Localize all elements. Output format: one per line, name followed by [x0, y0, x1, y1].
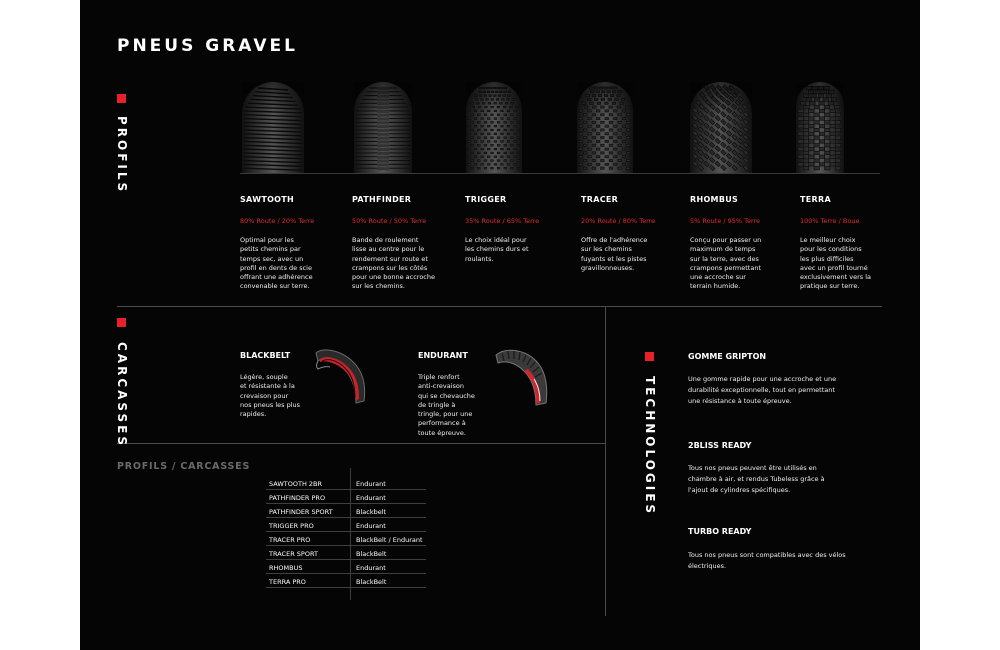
table-cell-carcass: Endurant — [356, 522, 386, 530]
text-line: Légère, souple — [240, 373, 288, 381]
text-line: crevaison pour — [240, 391, 289, 400]
profile-name: PATHFINDER — [352, 195, 412, 204]
text-line: Tous nos pneus peuvent être utilisés en — [688, 464, 817, 472]
text-line: Conçu pour passer un — [690, 236, 762, 244]
text-line: pour une bonne accroche — [352, 273, 436, 282]
tech-name-gomme-gripton: GOMME GRIPTON — [688, 352, 767, 361]
tire-image-tracer — [577, 82, 633, 174]
table-row — [266, 504, 426, 518]
divider-profils — [117, 306, 882, 307]
profile-description — [800, 236, 896, 292]
tire-image-terra — [796, 82, 844, 174]
table-cell-profile: RHOMBUS — [269, 564, 303, 572]
text-line: gravillonneuses. — [581, 263, 635, 272]
text-line: Une gomme rapide pour une accroche et une — [688, 375, 837, 383]
carcass-description-blackbelt — [240, 373, 320, 419]
carcass-name-blackbelt: BLACKBELT — [240, 351, 291, 360]
divider-carcasses — [117, 443, 605, 444]
profiles-carcasses-table — [266, 468, 426, 588]
carcass-image-blackbelt — [312, 345, 368, 405]
profile-name: RHOMBUS — [690, 195, 739, 204]
tire-image-pathfinder — [354, 82, 412, 174]
profile-description — [240, 236, 336, 292]
text-line: exclusivement vers la — [800, 273, 871, 282]
profile-ratio: 100% Terre / Boue — [800, 217, 860, 225]
section-label-profils: PROFILS — [115, 116, 129, 195]
table-row — [266, 546, 426, 560]
table-cell-carcass: BlackBelt — [356, 578, 387, 586]
profile-ratio: 20% Route / 80% Terre — [581, 217, 656, 225]
profile-description — [581, 236, 677, 273]
text-line: de tringle à — [418, 400, 456, 409]
carcass-image-endurant — [494, 345, 550, 407]
profile-name: TRIGGER — [465, 195, 507, 204]
text-line: qui se chevauche — [418, 391, 475, 400]
text-line: sur les chemins — [581, 245, 632, 254]
table-cell-carcass: Endurant — [356, 480, 386, 488]
text-line: fuyants et les pistes — [581, 254, 647, 263]
text-line: Offre de l'adhérence — [581, 236, 648, 244]
table-cell-carcass: Endurant — [356, 494, 386, 502]
table-cell-profile: PATHFINDER PRO — [269, 494, 326, 502]
table-header-spacer — [266, 468, 426, 476]
profile-ratio: 5% Route / 95% Terre — [690, 217, 761, 225]
text-line: électriques. — [688, 562, 727, 570]
tire-image-sawtooth — [242, 82, 304, 174]
text-line: une accroche sur — [690, 273, 746, 282]
table-cell-profile: TRACER PRO — [269, 536, 311, 544]
text-line: une résistance à toute épreuve. — [688, 397, 792, 405]
table-cell-carcass: Blackbelt — [356, 508, 387, 516]
text-line: anti-crevaison — [418, 382, 465, 391]
text-line: offrant une adhérence — [240, 273, 313, 282]
text-line: petits chemins par — [240, 245, 301, 254]
text-line: l'ajout de cylindres spécifiques. — [688, 486, 791, 494]
profile-tracer — [581, 195, 677, 273]
profile-ratio: 50% Route / 50% Terre — [352, 217, 427, 225]
text-line: Le choix idéal pour — [465, 236, 527, 244]
text-line: les plus difficiles — [800, 254, 854, 263]
text-line: pour les conditions — [800, 245, 862, 254]
text-line: tringle, pour une — [418, 410, 473, 419]
table-row — [266, 560, 426, 574]
tire-image-rhombus — [690, 82, 752, 174]
text-line: lisse au centre pour le — [352, 245, 425, 254]
text-line: chambre à air, et rendus Tubeless grâce à — [688, 475, 825, 483]
table-row — [266, 476, 426, 490]
tech-description-2bliss-ready — [688, 463, 858, 496]
profile-name: TRACER — [581, 195, 619, 204]
text-line: Triple renfort — [418, 373, 460, 381]
profile-name: TERRA — [800, 195, 831, 204]
table-title: PROFILS / CARCASSES — [117, 461, 251, 472]
text-line: sur la terre, avec des — [690, 254, 759, 263]
tire-image-trigger — [466, 82, 522, 174]
text-line: profil en dents de scie — [240, 263, 312, 272]
table-row — [266, 574, 426, 588]
text-line: nos pneus les plus — [240, 400, 301, 409]
profile-name: SAWTOOTH — [240, 195, 295, 204]
text-line: temps sec, avec un — [240, 254, 304, 263]
profile-rhombus — [690, 195, 786, 292]
section-marker-profils — [117, 94, 126, 103]
text-line: rapides. — [240, 410, 267, 419]
profile-description — [352, 236, 448, 292]
tech-name-2bliss-ready: 2BLISS READY — [688, 441, 752, 450]
text-line: rendement sur route et — [352, 254, 428, 263]
profile-description — [690, 236, 786, 292]
profile-ratio: 80% Route / 20% Terre — [240, 217, 315, 225]
text-line: avec un profil tourné — [800, 263, 868, 272]
text-line: les chemins durs et — [465, 245, 529, 254]
text-line: sur les chemins. — [352, 282, 405, 291]
table-cell-profile: SAWTOOTH 2BR — [269, 480, 323, 488]
profile-pathfinder — [352, 195, 448, 292]
section-marker-technologies — [645, 352, 654, 361]
tire-ground-line — [240, 173, 880, 174]
profile-terra — [800, 195, 896, 292]
text-line: convenable sur terre. — [240, 282, 310, 291]
table-cell-carcass: BlackBelt / Endurant — [356, 536, 423, 544]
text-line: Le meilleur choix — [800, 236, 856, 244]
tech-name-turbo-ready: TURBO READY — [688, 527, 752, 536]
brochure-panel — [80, 0, 920, 650]
section-marker-carcasses — [117, 318, 126, 327]
table-cell-carcass: Endurant — [356, 564, 386, 572]
section-label-carcasses: CARCASSES — [115, 342, 129, 449]
text-line: maximum de temps — [690, 245, 756, 254]
tech-description-gomme-gripton — [688, 374, 858, 407]
text-line: crampons permettant — [690, 263, 761, 272]
text-line: pratique sur terre. — [800, 282, 860, 291]
text-line: performance à — [418, 419, 466, 428]
text-line: crampons sur les côtés — [352, 263, 428, 272]
page-title: PNEUS GRAVEL — [117, 36, 298, 56]
profile-sawtooth — [240, 195, 336, 292]
table-cell-profile: TRIGGER PRO — [269, 522, 314, 530]
divider-vertical — [605, 306, 606, 616]
table-cell-profile: TERRA PRO — [269, 578, 306, 586]
text-line: Tous nos pneus sont compatibles avec des vélos — [688, 551, 846, 559]
text-line: Optimal pour les — [240, 236, 294, 244]
table-cell-profile: PATHFINDER SPORT — [269, 508, 333, 516]
table-row — [266, 532, 426, 546]
profile-ratio: 35% Route / 65% Terre — [465, 217, 540, 225]
carcass-description-endurant — [418, 373, 498, 438]
table-cell-carcass: BlackBelt — [356, 550, 387, 558]
table-cell-profile: TRACER SPORT — [269, 550, 318, 558]
profile-description — [465, 236, 561, 264]
text-line: durabilité exceptionnelle, tout en permettant — [688, 386, 835, 394]
table-row — [266, 518, 426, 532]
text-line: terrain humide. — [690, 282, 741, 291]
text-line: et résistante à la — [240, 382, 295, 391]
section-label-technologies: TECHNOLOGIES — [643, 376, 657, 517]
tech-description-turbo-ready — [688, 550, 858, 572]
text-line: toute épreuve. — [418, 428, 466, 437]
text-line: Bande de roulement — [352, 236, 419, 244]
table-row — [266, 490, 426, 504]
carcass-name-endurant: ENDURANT — [418, 351, 468, 360]
text-line: roulants. — [465, 254, 494, 263]
profile-trigger — [465, 195, 561, 264]
